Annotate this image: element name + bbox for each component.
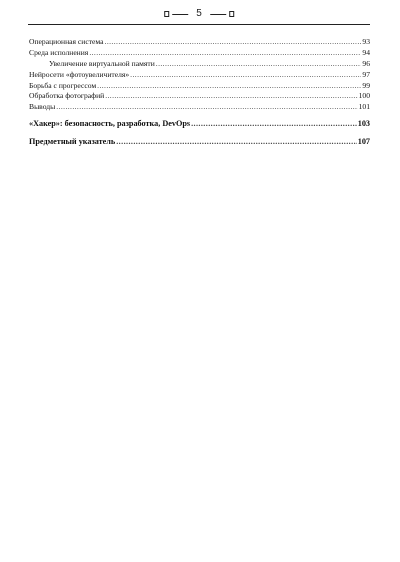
toc-entry-page: 101 <box>358 102 370 112</box>
toc-entry-page: 103 <box>357 119 370 129</box>
toc-entry-title: Предметный указатель <box>29 137 116 147</box>
toc-entry[interactable] <box>29 37 370 48</box>
running-header <box>28 7 370 27</box>
table-of-contents <box>29 37 370 148</box>
toc-entry[interactable] <box>29 91 370 102</box>
toc-entry-page: 99 <box>362 80 370 90</box>
toc-chapter-entry[interactable] <box>29 137 370 148</box>
toc-leader-dots <box>130 70 361 81</box>
toc-entry[interactable] <box>29 70 370 81</box>
toc-leader-dots <box>56 102 357 113</box>
toc-entry-page: 96 <box>362 58 370 68</box>
toc-entry-page: 94 <box>362 47 370 57</box>
toc-entry-page: 100 <box>358 91 370 101</box>
toc-entry-title: Обработка фотографий <box>29 91 105 101</box>
toc-chapter-entry[interactable] <box>29 119 370 130</box>
header-rule <box>28 24 370 25</box>
toc-leader-dots <box>89 48 361 59</box>
toc-entry[interactable] <box>29 102 370 113</box>
toc-leader-dots <box>97 81 361 92</box>
toc-entry-page: 97 <box>362 69 370 79</box>
header-ornament <box>164 9 234 19</box>
ornament-left-line <box>172 14 188 15</box>
page-number: 5 <box>196 8 202 19</box>
toc-leader-dots <box>105 37 362 48</box>
toc-leader-dots <box>116 137 356 148</box>
toc-leader-dots <box>105 91 357 102</box>
toc-subentry[interactable] <box>29 59 370 70</box>
toc-entry-title: Борьба с прогрессом <box>29 80 97 90</box>
ornament-right-line <box>210 14 226 15</box>
toc-entry-title: Среда исполнения <box>29 47 89 57</box>
ornament-left-box <box>164 11 169 17</box>
toc-leader-dots <box>191 119 357 130</box>
toc-entry[interactable] <box>29 81 370 92</box>
ornament-right-box <box>229 11 234 17</box>
toc-entry-page: 93 <box>362 37 370 46</box>
toc-entry-title: Увеличение виртуальной памяти <box>49 58 155 68</box>
toc-entry-title: Нейросети «фотоувеличителя» <box>29 69 130 79</box>
toc-entry-title: «Хакер»: безопасность, разработка, DevOps <box>29 119 191 129</box>
toc-entry-page: 107 <box>357 137 370 147</box>
toc-entry-title: Операционная система <box>29 37 104 46</box>
toc-entry[interactable] <box>29 48 370 59</box>
toc-leader-dots <box>156 59 362 70</box>
toc-entry-title: Выводы <box>29 102 56 112</box>
